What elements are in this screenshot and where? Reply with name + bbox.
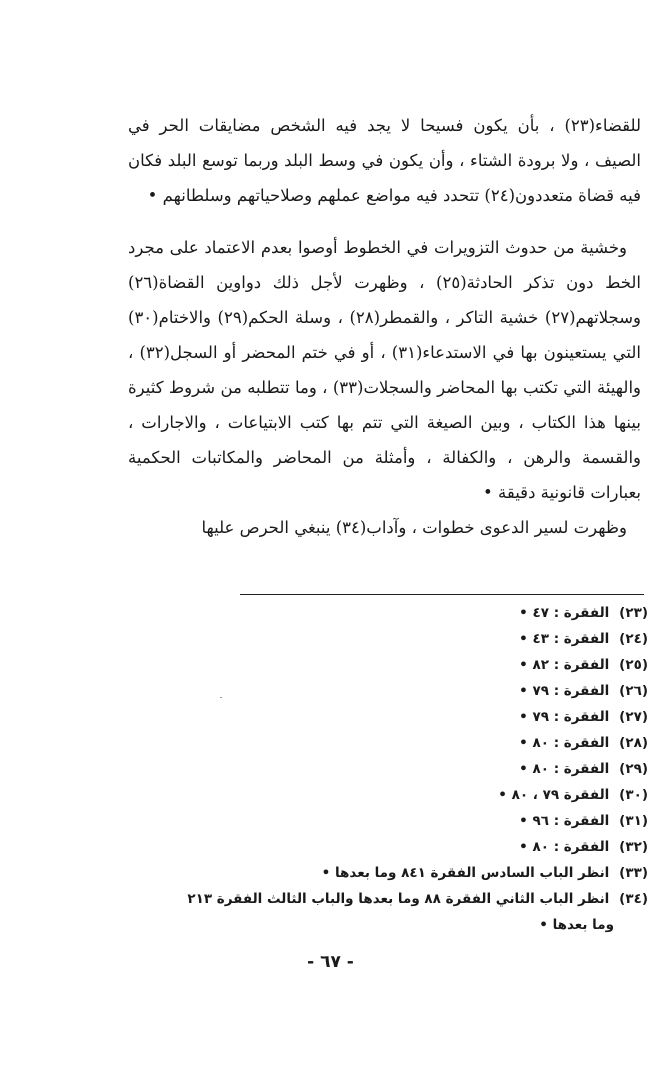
footnote-30 xyxy=(100,782,648,808)
footnote-number: (٣٠) xyxy=(619,787,648,803)
footnote-23 xyxy=(100,600,648,626)
footnote-text: انظر الباب الثاني الفقرة ٨٨ وما بعدها والباب الثالث الفقرة ٢١٣ xyxy=(187,891,610,907)
footnote-29 xyxy=(100,756,648,782)
footnote-number: (٣٣) xyxy=(619,865,648,881)
scan-speck xyxy=(220,697,222,698)
footnote-25 xyxy=(100,652,648,678)
main-text xyxy=(128,108,641,545)
footnote-text: الفقرة : ٤٧ • xyxy=(519,605,610,621)
footnote-text: الفقرة : ٤٣ • xyxy=(519,631,610,647)
footnote-number: (٣٢) xyxy=(619,839,648,855)
footnote-28 xyxy=(100,730,648,756)
paragraph-2: وخشية من حدوث التزويرات في الخطوط أوصوا بعدم الاعتماد على مجرد الخط دون تذكر الحادثة(٢٥) ، وظهرت لأجل ذلك دواوين القضاة(٢٦) وسجلاتهم(٢٧) خشية التاكر ، والقمطر(٢٨) ، وسلة الحكم(٢٩) والاختام(٣٠) التي يستعينون بها في الاستدعاء(٣١) ، أو في ختم المحضر أو السجل(٣٢) ، والهيئة التي تكتب بها المحاضر والسجلات(٣٣) ، وما تتطلبه من شروط كثيرة بينها هذا الكتاب ، وبين الصيغة التي تتم بها كتب الابتياعات ، والاجارات ، والقسمة والرهن ، والكفالة ، وأمثلة من المحاضر والمكاتبات الحكمية بعبارات قانونية دقيقة • xyxy=(128,238,641,502)
footnote-number: (٢٧) xyxy=(619,709,648,725)
footnote-text: الفقرة ٧٩ ، ٨٠ • xyxy=(498,787,610,803)
footnote-number: (٢٣) xyxy=(619,605,648,621)
footnote-text: الفقرة : ٧٩ • xyxy=(519,709,610,725)
footnote-separator xyxy=(240,594,644,595)
footnote-26 xyxy=(100,678,648,704)
footnote-text: الفقرة : ٨٠ • xyxy=(519,735,610,751)
footnote-text: الفقرة : ٨٢ • xyxy=(519,657,610,673)
footnote-number: (٢٥) xyxy=(619,657,648,673)
footnote-text: الفقرة : ٧٩ • xyxy=(519,683,610,699)
footnote-text: الفقرة : ٨٠ • xyxy=(519,839,610,855)
footnote-number: (٢٨) xyxy=(619,735,648,751)
footnotes-list xyxy=(100,600,648,938)
footnote-text: الفقرة : ٩٦ • xyxy=(519,813,610,829)
footnote-31 xyxy=(100,808,648,834)
footnote-number: (٣١) xyxy=(619,813,648,829)
paragraph-3: وظهرت لسير الدعوى خطوات ، وآداب(٣٤) ينبغي الحرص عليها xyxy=(201,518,627,537)
footnote-text: انظر الباب السادس الفقرة ٨٤١ وما بعدها • xyxy=(321,865,610,881)
footnote-number: (٣٤) xyxy=(619,891,648,907)
footnote-number: (٢٩) xyxy=(619,761,648,777)
footnote-27 xyxy=(100,704,648,730)
footnote-32 xyxy=(100,834,648,860)
footnote-number: (٢٦) xyxy=(619,683,648,699)
paragraph-1: للقضاء(٢٣) ، بأن يكون فسيحا لا يجد فيه الشخص مضايقات الحر في الصيف ، ولا برودة الشتاء ، وأن يكون في وسط البلد وربما توسع البلد فكان فيه قضاة متعددون(٢٤) تتحدد فيه مواضع عملهم وصلاحياتهم وسلطانهم • xyxy=(128,116,641,205)
page-number: - ٦٧ - xyxy=(307,952,354,972)
footnote-24 xyxy=(100,626,648,652)
footnote-34 xyxy=(100,886,648,912)
footnote-33 xyxy=(100,860,648,886)
footnote-34-continuation xyxy=(100,912,648,938)
footnote-number: (٢٤) xyxy=(619,631,648,647)
footnote-text: وما بعدها • xyxy=(539,917,614,933)
footnote-text: الفقرة : ٨٠ • xyxy=(519,761,610,777)
